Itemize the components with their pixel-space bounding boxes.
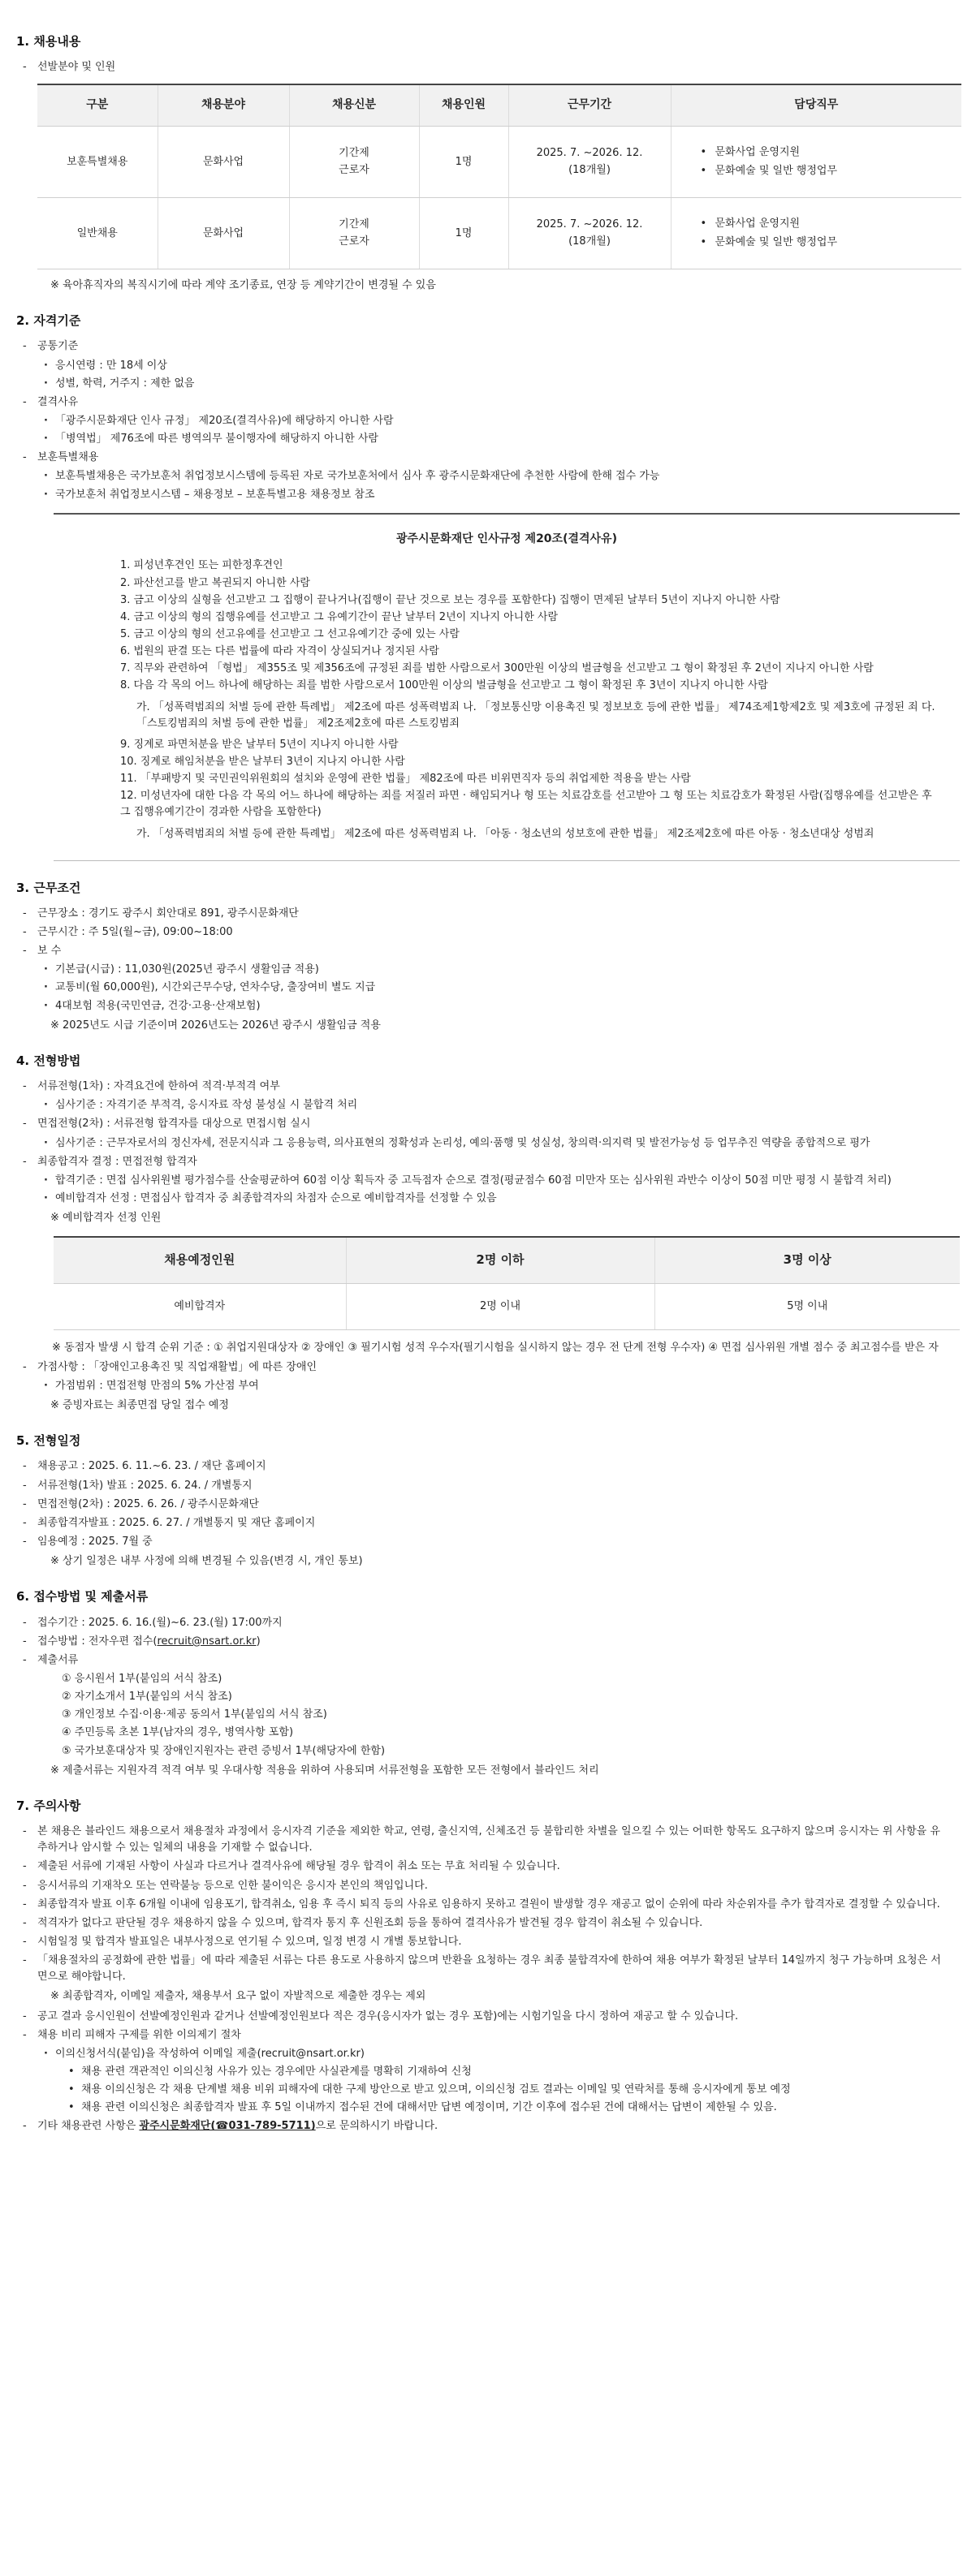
table-row — [37, 198, 961, 269]
section-title: 5. 전형일정 — [16, 1433, 81, 1449]
list-item: - 임용예정 : 2025. 7월 중 — [16, 1534, 950, 1550]
list-item: • 채용 이의신청은 각 채용 단계별 채용 비위 피해자에 대한 구제 방안으로 받고 있으며, 이의신청 검토 결과는 이메일 및 연락처를 통해 응시자에게 통보 예정 — [16, 2082, 950, 2098]
list-item: - 접수기간 : 2025. 6. 16.(월)~6. 23.(월) 17:00까지 — [16, 1615, 950, 1631]
list-item: · 기본급(시급) : 11,030원(2025년 광주시 생활임금 적용) — [16, 962, 950, 978]
list-item: - 공고 결과 응시인원이 선발예정인원과 같거나 선발예정인원보다 적은 경우(응시자가 없는 경우 포함)에는 시험기일을 다시 정하여 재공고 할 수 있습니다. — [16, 2009, 950, 2025]
list-item: - 본 채용은 블라인드 채용으로서 채용절차 과정에서 응시자격 기준을 제외한 학교, 연령, 출신지역, 신체조건 등 불합리한 차별을 일으킬 수 있는 어떠한 항목도 요구하지 않으며 응시자는 위 사항을 유추하거나 암시할 수 있는 일체의 내용을 기재할 수 없습니다. — [16, 1824, 950, 1856]
list-item: · 심사기준 : 근무자로서의 정신자세, 전문지식과 그 응용능력, 의사표현의 정확성과 논리성, 예의·품행 및 성실성, 창의력·의지력 및 발전가능성 등 업무추진 역량을 종합적으로 평가 — [16, 1135, 950, 1152]
list-item: 6. 법원의 판결 또는 다른 법률에 따라 자격이 상실되거나 정지된 사람 — [120, 645, 439, 658]
section-title: 1. 채용내용 — [16, 34, 81, 49]
list-item: · 국가보훈처 취업정보시스템 – 채용정보 – 보훈특별고용 채용정보 참조 — [16, 487, 950, 503]
list-item: - 가점사항 : 「장애인고용촉진 및 직업재활법」에 따른 장애인 — [16, 1359, 950, 1376]
list-item: • 채용 관련 이의신청은 최종합격자 발표 후 5일 이내까지 접수된 건에 대해서만 답변 예정이며, 기간 이후에 접수된 건에 대해서는 답변이 제한될 수 있음. — [16, 2100, 950, 2116]
table-header: 3명 이상 — [654, 1237, 960, 1283]
section-selection — [16, 1052, 950, 1414]
table-header: 구분 — [37, 84, 158, 126]
section-notices — [16, 1797, 950, 2135]
list-item: - 최종합격자발표 : 2025. 6. 27. / 개별통지 및 재단 홈페이지 — [16, 1515, 950, 1531]
table-row — [54, 1283, 960, 1329]
table-header: 채용신분 — [289, 84, 419, 126]
list-item: - 선발분야 및 인원 — [16, 59, 950, 75]
section-schedule — [16, 1432, 950, 1570]
note: ※ 제출서류는 지원자격 적격 여부 및 우대사항 적용을 위하여 사용되며 서류전형을 포함한 모든 전형에서 블라인드 처리 — [50, 1764, 599, 1777]
disqualification-box — [54, 513, 960, 861]
list-item: - 기타 채용관련 사항은 광주시문화재단(☎031-789-5711)으로 문의하시기 바랍니다. — [16, 2118, 950, 2134]
list-item: 5. 금고 이상의 형의 선고유예를 선고받고 그 선고유예기간 중에 있는 사람 — [120, 627, 460, 640]
note: ※ 예비합격자 선정 인원 — [50, 1212, 162, 1225]
section-work-conditions — [16, 879, 950, 1034]
table-cell: 기간제 근로자 — [289, 198, 419, 269]
table-cell: 기간제 근로자 — [289, 127, 419, 198]
reserve-table — [54, 1236, 960, 1329]
recruitment-table — [37, 84, 961, 269]
list-item: - 최종합격자 결정 : 면접전형 합격자 — [16, 1154, 950, 1170]
table-cell: • 문화사업 운영지원 • 문화예술 및 일반 행정업무 — [671, 127, 961, 198]
list-item: - 채용공고 : 2025. 6. 11.~6. 23. / 재단 홈페이지 — [16, 1458, 950, 1475]
list-item: - 근무장소 : 경기도 광주시 회안대로 891, 광주시문화재단 — [16, 906, 950, 922]
table-cell: 2025. 7. ~2026. 12. (18개월) — [508, 127, 671, 198]
list-item: · 가점범위 : 면접전형 만점의 5% 가산점 부여 — [16, 1378, 950, 1394]
list-item: - 채용 비리 피해자 구제를 위한 이의제기 절차 — [16, 2027, 950, 2044]
list-item: - 서류전형(1차) : 자격요건에 한하여 적격·부적격 여부 — [16, 1079, 950, 1095]
list-item: ⑤ 국가보훈대상자 및 장애인지원자는 관련 증빙서 1부(해당자에 한함) — [62, 1744, 386, 1757]
section-qualifications — [16, 312, 950, 860]
list-item: · 합격기준 : 면접 심사위원별 평가점수를 산술평균하여 60점 이상 획득자 중 고득점자 순으로 결정(평균점수 60점 미만자 또는 심사위원 과반수 이상이 50점 미만 평정 시 불합격 처리) — [16, 1173, 950, 1189]
list-item: ① 응시원서 1부(붙임의 서식 참조) — [62, 1673, 222, 1685]
list-item: - 제출서류 — [16, 1652, 950, 1669]
list-item: 12. 미성년자에 대한 다음 각 목의 어느 하나에 해당하는 죄를 저질러 파면 · 해임되거나 형 또는 치료감호를 선고받아 그 형 또는 치료감호가 확정된 사람(집행유예를 선고받은 후 그 집행유예기간이 경과한 사람을 포함한다) — [120, 790, 932, 819]
note: ※ 동점자 발생 시 합격 순위 기준 : ① 취업지원대상자 ② 장애인 ③ 필기시험 성적 우수자(필기시험을 실시하지 않는 경우 전 단계 전형 우수자) ④ 면접 심사위원 개별 점수 중 최고점수를 받은 자 — [52, 1341, 939, 1354]
list-subitem: 가. 「성폭력범죄의 처벌 등에 관한 특례법」 제2조에 따른 성폭력범죄 나. 「정보통신망 이용촉진 및 정보보호 등에 관한 법률」 제74조제1항제2호 및 제3호에 규정된 죄 다. 「스토킹범죄의 처벌 등에 관한 법률」 제2조제2호에 따른 스토킹범죄 — [136, 700, 935, 730]
list-item: - 적격자가 없다고 판단될 경우 채용하지 않을 수 있으며, 합격자 통지 후 신원조회 등을 통하여 결격사유가 발견될 경우 합격이 취소될 수 있습니다. — [16, 1915, 950, 1932]
list-item: · 4대보험 적용(국민연금, 건강·고용·산재보험) — [16, 998, 950, 1014]
list-item: - 보 수 — [16, 943, 950, 959]
table-cell: 2025. 7. ~2026. 12. (18개월) — [508, 198, 671, 269]
table-cell: 일반채용 — [37, 198, 158, 269]
list-item: - 최종합격자 발표 이후 6개월 이내에 임용포기, 합격취소, 임용 후 즉시 퇴직 등의 사유로 임용하지 못하고 결원이 발생할 경우 재공고 없이 순위에 따라 차순위자를 추가 합격자로 결정할 수 있습니다. — [16, 1897, 950, 1913]
list-item: 9. 징계로 파면처분을 받은 날부터 5년이 지나지 아니한 사람 — [120, 738, 399, 751]
list-item: · 교통비(월 60,000원), 시간외근무수당, 연차수당, 출장여비 별도 지급 — [16, 980, 950, 996]
list-item: 3. 금고 이상의 실형을 선고받고 그 집행이 끝나거나(집행이 끝난 것으로 보는 경우를 포함한다) 집행이 면제된 날부터 5년이 지나지 아니한 사람 — [120, 593, 780, 606]
list-item: ④ 주민등록 초본 1부(남자의 경우, 병역사항 포함) — [62, 1726, 294, 1739]
list-item: · 예비합격자 선정 : 면접심사 합격자 중 최종합격자의 차점자 순으로 예비합격자를 선정할 수 있음 — [16, 1191, 950, 1207]
list-item: · 응시연령 : 만 18세 이상 — [16, 358, 950, 374]
list-item: 7. 직무와 관련하여 「형법」 제355조 및 제356조에 규정된 죄를 범한 사람으로서 300만원 이상의 벌금형을 선고받고 그 형이 확정된 후 2년이 지나지 아니한 사람 — [120, 662, 874, 675]
section-application — [16, 1587, 950, 1779]
section-recruitment — [16, 32, 950, 294]
list-item: - 근무시간 : 주 5일(월~금), 09:00~18:00 — [16, 924, 950, 941]
list-item: - 「채용절차의 공정화에 관한 법률」에 따라 제출된 서류는 다른 용도로 사용하지 않으며 반환을 요청하는 경우 최종 불합격자에 한하여 채용 여부가 확정된 날부터 14일까지 청구 가능하며 요청은 서면으로 해야합니다. — [16, 1953, 950, 1985]
list-item: · 성별, 학력, 거주지 : 제한 없음 — [16, 376, 950, 392]
table-cell: 보훈특별채용 — [37, 127, 158, 198]
table-header: 채용분야 — [158, 84, 289, 126]
list-item: 8. 다음 각 목의 어느 하나에 해당하는 죄를 범한 사람으로서 100만원 이상의 벌금형을 선고받고 그 형이 확정된 후 3년이 지나지 아니한 사람 — [120, 679, 768, 692]
table-cell: 2명 이내 — [346, 1283, 654, 1329]
note: ※ 최종합격자, 이메일 제출자, 채용부서 요구 없이 자발적으로 제출한 경우는 제외 — [50, 1990, 426, 2003]
email-link[interactable]: recruit@nsart.or.kr — [157, 1635, 257, 1648]
list-item: - 결격사유 — [16, 394, 950, 411]
note: ※ 2025년도 시급 기준이며 2026년도는 2026년 광주시 생활임금 적용 — [50, 1019, 381, 1032]
list-item: - 시험일정 및 합격자 발표일은 내부사정으로 연기될 수 있으며, 일정 변경 시 개별 통보합니다. — [16, 1934, 950, 1950]
list-subitem: 가. 「성폭력범죄의 처벌 등에 관한 특례법」 제2조에 따른 성폭력범죄 나. 「아동 · 청소년의 성보호에 관한 법률」 제2조제2호에 따른 아동 · 청소년대상 성범죄 — [136, 827, 874, 840]
note: ※ 증빙자료는 최종면접 당일 접수 예정 — [50, 1399, 229, 1412]
table-header: 근무기간 — [508, 84, 671, 126]
list-item: 4. 금고 이상의 형의 집행유예를 선고받고 그 유예기간이 끝난 날부터 2년이 지나지 아니한 사람 — [120, 610, 559, 623]
list-item: 2. 파산선고를 받고 복권되지 아니한 사람 — [120, 576, 310, 589]
list-item: ② 자기소개서 1부(붙임의 서식 참조) — [62, 1691, 232, 1704]
list-item: · 「광주시문화재단 인사 규정」 제20조(결격사유)에 해당하지 아니한 사람 — [16, 413, 950, 429]
list-item: 1. 피성년후견인 또는 피한정후견인 — [120, 559, 283, 572]
section-title: 3. 근무조건 — [16, 880, 81, 895]
section-title: 7. 주의사항 — [16, 1798, 81, 1813]
section-title: 2. 자격기준 — [16, 313, 81, 329]
table-header: 담당직무 — [671, 84, 961, 126]
table-header: 채용예정인원 — [54, 1237, 346, 1283]
table-header: 2명 이하 — [346, 1237, 654, 1283]
table-cell: 5명 이내 — [654, 1283, 960, 1329]
list-item: · 보훈특별채용은 국가보훈처 취업정보시스템에 등록된 자로 국가보훈처에서 심사 후 광주시문화재단에 추천한 사람에 한해 접수 가능 — [16, 468, 950, 485]
list-item: - 응시서류의 기재착오 또는 연락불능 등으로 인한 불이익은 응시자 본인의 책임입니다. — [16, 1878, 950, 1894]
list-item: - 면접전형(2차) : 서류전형 합격자를 대상으로 면접시험 실시 — [16, 1116, 950, 1132]
list-item: - 서류전형(1차) 발표 : 2025. 6. 24. / 개별통지 — [16, 1478, 950, 1494]
list-item: ③ 개인정보 수집·이용·제공 동의서 1부(붙임의 서식 참조) — [62, 1708, 327, 1721]
table-row — [37, 127, 961, 198]
list-item: 10. 징계로 해임처분을 받은 날부터 3년이 지나지 아니한 사람 — [120, 755, 405, 768]
table-cell: 예비합격자 — [54, 1283, 346, 1329]
section-title: 6. 접수방법 및 제출서류 — [16, 1589, 149, 1605]
contact-link[interactable]: 광주시문화재단(☎031-789-5711) — [139, 2120, 316, 2133]
list-item: • 채용 관련 객관적인 이의신청 사유가 있는 경우에만 사실관계를 명확히 기재하여 신청 — [16, 2064, 950, 2080]
box-title: 광주시문화재단 인사규정 제20조(결격사유) — [396, 532, 617, 545]
list-item: 11. 「부패방지 및 국민권익위원회의 설치와 운영에 관한 법률」 제82조에 따른 비위면직자 등의 취업제한 적용을 받는 사람 — [120, 773, 691, 786]
section-title: 4. 전형방법 — [16, 1053, 81, 1068]
note: ※ 육아휴직자의 복직시기에 따라 계약 조기종료, 연장 등 계약기간이 변경될 수 있음 — [50, 279, 436, 292]
table-cell: • 문화사업 운영지원 • 문화예술 및 일반 행정업무 — [671, 198, 961, 269]
list-item: · 이의신청서식(붙임)을 작성하여 이메일 제출(recruit@nsart.or.kr) — [16, 2046, 950, 2062]
table-cell: 문화사업 — [158, 198, 289, 269]
note: ※ 상기 일정은 내부 사정에 의해 변경될 수 있음(변경 시, 개인 통보) — [50, 1555, 363, 1568]
list-item: - 접수방법 : 전자우편 접수(recruit@nsart.or.kr) — [16, 1634, 950, 1650]
list-item: - 제출된 서류에 기재된 사항이 사실과 다르거나 결격사유에 해당될 경우 합격이 취소 또는 무효 처리될 수 있습니다. — [16, 1859, 950, 1875]
table-header: 채용인원 — [419, 84, 508, 126]
list-item: - 면접전형(2차) : 2025. 6. 26. / 광주시문화재단 — [16, 1497, 950, 1513]
list-item: · 심사기준 : 자격기준 부적격, 응시자료 작성 불성실 시 불합격 처리 — [16, 1097, 950, 1114]
table-cell: 문화사업 — [158, 127, 289, 198]
list-item: - 공통기준 — [16, 338, 950, 355]
list-item: - 보훈특별채용 — [16, 450, 950, 466]
table-cell: 1명 — [419, 198, 508, 269]
table-cell: 1명 — [419, 127, 508, 198]
list-item: · 「병역법」 제76조에 따른 병역의무 불이행자에 해당하지 아니한 사람 — [16, 431, 950, 447]
